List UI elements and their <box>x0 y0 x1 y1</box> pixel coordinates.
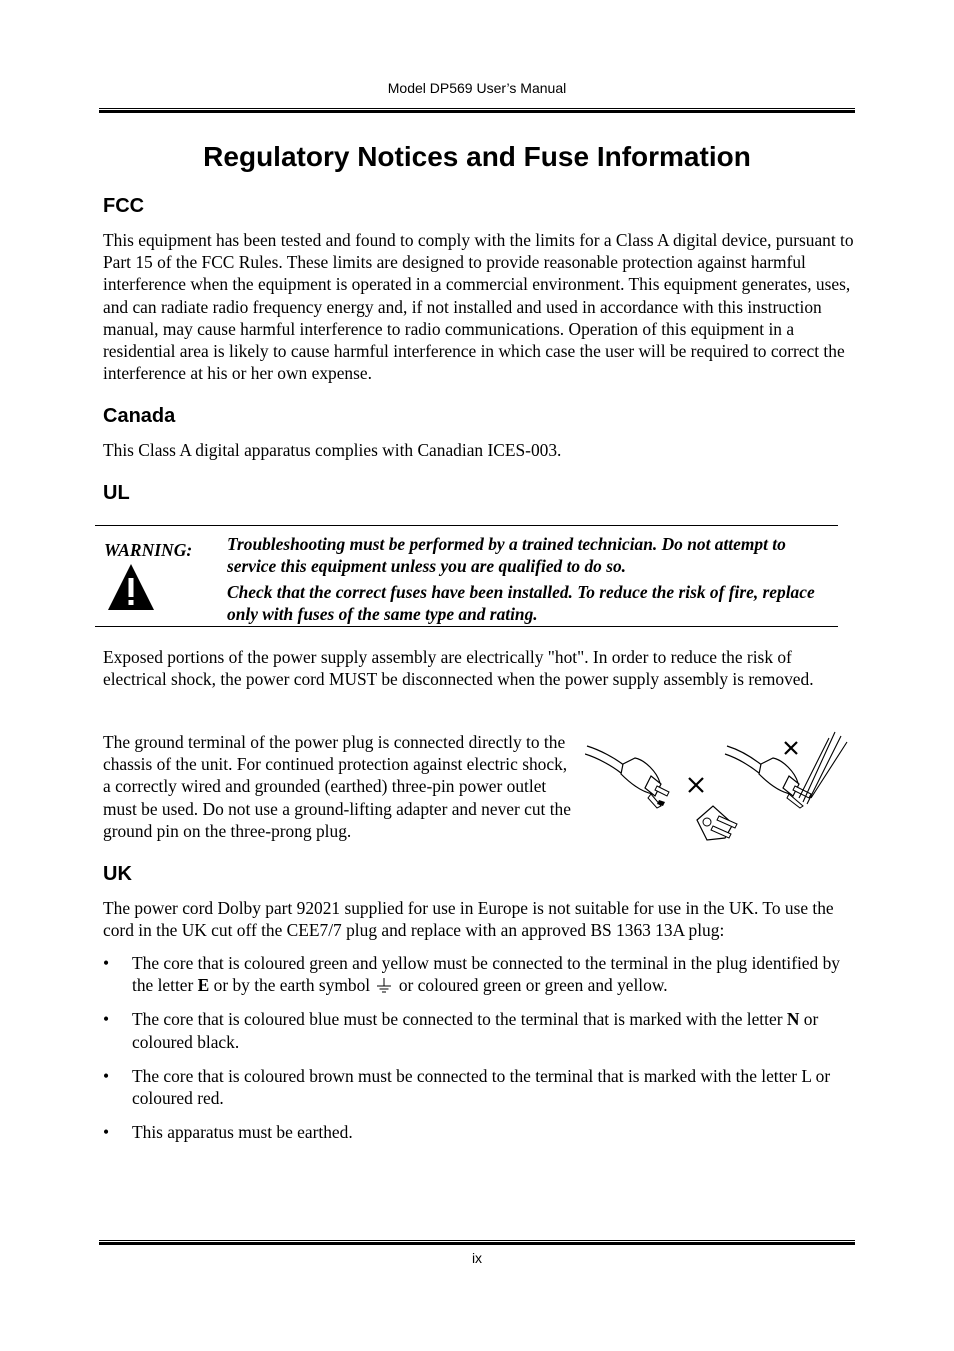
bullet-text: or by the earth symbol <box>209 975 375 996</box>
warning-triangle-icon <box>106 562 156 612</box>
earth-symbol-icon <box>376 977 392 995</box>
bullet-text: The core that is coloured brown must be connected to the terminal that is marked with the letter L or coloured red. <box>132 1065 831 1109</box>
bullet-text: This apparatus must be earthed. <box>132 1122 353 1143</box>
canada-heading: Canada <box>103 405 176 427</box>
bullet-text: The core that is coloured green and yellow must be connected to the terminal in the plug identified by the letter <box>132 953 840 996</box>
bullet-bold-letter: N <box>786 1009 800 1030</box>
page-number: ix <box>471 1250 483 1266</box>
footer-rule-thick <box>99 1242 855 1245</box>
header-rule-thin <box>99 108 855 109</box>
canada-paragraph: This Class A digital apparatus complies with Canadian ICES-003. <box>103 440 562 460</box>
fcc-heading: FCC <box>103 195 145 217</box>
uk-intro-paragraph: The power cord Dolby part 92021 supplied for use in Europe is not suitable for use in the UK. To use the cord in the UK cut off the CEE7/7 plug and replace with an approved BS 1363 13A plug: <box>103 898 834 941</box>
bullet-text: or coloured green or green and yellow. <box>394 975 668 996</box>
exposed-parts-paragraph: Exposed portions of the power supply assembly are electrically "hot". In order to reduce the risk of electrical shock, the power cord MUST be disconnected when the power supply assembly is removed. <box>103 647 814 690</box>
bullet-bold-letter: E <box>197 975 210 996</box>
list-item <box>103 1008 855 1052</box>
list-item <box>103 1065 855 1109</box>
fcc-paragraph: This equipment has been tested and found to comply with the limits for a Class A digital device, pursuant to Part 15 of the FCC Rules. These limits are designed to provide reasonable protection against harmful interference when the equipment is operated in a commercial environment. This equipment generates, uses, and can radiate radio frequency energy and, if not installed and used in accordance with this instruction manual, may cause harmful interference to radio communications. Operation of this equipment in a residential area is likely to cause harmful interference in which case the user will be required to correct the interference at his or her own expense. <box>103 230 854 384</box>
warning-text-troubleshooting: Troubleshooting must be performed by a trained technician. Do not attempt to service this equipment unless you are qualified to do so. <box>227 534 786 576</box>
bullet-icon: • <box>103 1009 110 1030</box>
list-item <box>103 1121 855 1143</box>
header-rule-thick <box>99 110 855 113</box>
ul-heading: UL <box>103 482 130 504</box>
warning-text-fuses: Check that the correct fuses have been installed. To reduce the risk of fire, replace only with fuses of the same type and rating. <box>227 582 815 624</box>
ground-terminal-paragraph: The ground terminal of the power plug is connected directly to the chassis of the unit. For continued protection against electric shock, a correctly wired and grounded (earthed) three-pin power outlet must be used. Do not use a ground-lifting adapter and never cut the ground pin on the three-prong plug. <box>103 732 571 841</box>
bullet-icon: • <box>103 1065 110 1086</box>
uk-heading: UK <box>103 863 132 885</box>
page-title: Regulatory Notices and Fuse Information <box>203 141 751 172</box>
bullet-icon: • <box>103 1122 110 1143</box>
list-item <box>103 952 855 996</box>
power-plug-illustration <box>585 728 855 848</box>
bullet-icon: • <box>103 953 110 973</box>
bullet-text: or coloured black. <box>132 1009 819 1052</box>
running-header: Model DP569 User’s Manual <box>387 80 567 96</box>
footer-rule-thin <box>99 1240 855 1241</box>
warning-box <box>95 525 838 627</box>
uk-bullet-list <box>103 952 855 1143</box>
bullet-text: The core that is coloured blue must be connected to the terminal that is marked with the letter <box>132 1009 787 1030</box>
warning-label: WARNING: <box>104 540 193 560</box>
